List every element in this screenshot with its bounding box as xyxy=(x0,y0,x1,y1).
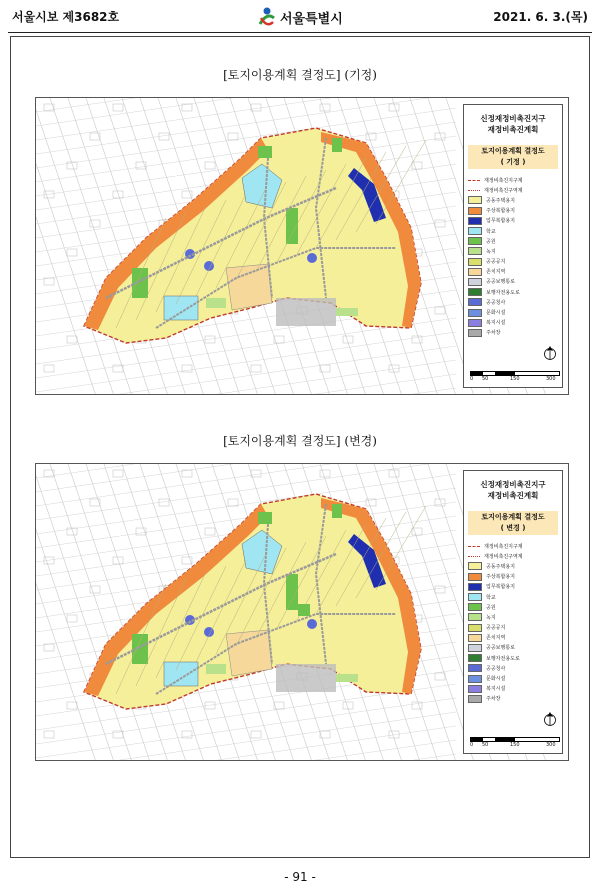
page-header xyxy=(0,0,600,40)
park-block xyxy=(332,138,342,152)
legend-item xyxy=(468,673,560,683)
map-legend xyxy=(463,470,563,754)
building-outline xyxy=(389,470,399,477)
legend-label: 보행자전용도로 xyxy=(486,289,520,296)
legend-swatch xyxy=(468,664,482,672)
retained-area xyxy=(226,264,272,310)
seoul-emblem-icon xyxy=(258,6,276,28)
legend-label: 주상복합용지 xyxy=(486,208,515,215)
green-strip xyxy=(336,308,358,316)
legend-swatch xyxy=(468,288,482,296)
legend-item xyxy=(468,561,560,571)
building-outline xyxy=(320,470,330,477)
seoul-logo xyxy=(258,4,343,30)
legend-item xyxy=(468,297,560,307)
legend-item xyxy=(468,257,560,267)
parking-area xyxy=(276,298,336,326)
scale-label: 50 xyxy=(482,376,489,382)
scale-bar xyxy=(470,737,560,753)
legend-label: 공공공지 xyxy=(486,259,506,266)
legend-title: 토지이용계획 결정도 ( 기정 ) xyxy=(468,145,558,169)
building-outline xyxy=(67,249,77,256)
plan-title: 신정재정비촉진지구 재정비촉진계획 xyxy=(480,114,546,134)
street-line xyxy=(36,98,96,395)
building-outline xyxy=(113,557,123,564)
legend-swatch xyxy=(468,190,480,191)
street-line xyxy=(36,98,456,140)
legend-list xyxy=(468,175,560,338)
legend-swatch xyxy=(468,573,482,581)
street-line xyxy=(36,464,456,492)
legend-label: 존치지역 xyxy=(486,635,506,642)
street-line xyxy=(36,754,456,761)
legend-swatch xyxy=(468,613,482,621)
legend-item xyxy=(468,287,560,297)
legend-label: 재정비촉진지구계 xyxy=(484,177,523,184)
school-site xyxy=(164,296,198,320)
building-outline xyxy=(320,104,330,111)
street-line xyxy=(36,374,456,395)
legend-swatch xyxy=(468,180,480,181)
legend-label: 공공청사 xyxy=(486,665,506,672)
legend-label: 업무복합용지 xyxy=(486,584,515,591)
legend-item xyxy=(468,195,560,205)
legend-label: 주차장 xyxy=(486,696,501,703)
building-outline xyxy=(435,673,445,680)
building-outline xyxy=(412,528,422,535)
legend-item xyxy=(468,267,560,277)
legend-swatch xyxy=(468,644,482,652)
legend-item xyxy=(468,663,560,673)
legend-item xyxy=(468,592,560,602)
legend-label: 복지시설 xyxy=(486,686,506,693)
park-block xyxy=(258,146,272,158)
street-line xyxy=(36,740,456,761)
green-strip xyxy=(206,298,226,308)
street-line xyxy=(36,388,456,395)
legend-title: 토지이용계획 결정도 ( 변경 ) xyxy=(468,511,558,535)
legend-item xyxy=(468,612,560,622)
legend-swatch xyxy=(468,675,482,683)
building-outline xyxy=(113,470,123,477)
legend-swatch xyxy=(468,634,482,642)
scale-label: 300 xyxy=(546,742,556,748)
park-block xyxy=(332,504,342,518)
legend-label: 주차장 xyxy=(486,330,501,337)
legend-item xyxy=(468,246,560,256)
legend-label: 재정비촉진지구계 xyxy=(484,543,523,550)
legend-label: 공원 xyxy=(486,604,496,611)
school-site xyxy=(164,662,198,686)
building-outline xyxy=(228,499,238,506)
legend-swatch xyxy=(468,237,482,245)
green-strip xyxy=(336,674,358,682)
legend-label: 공공보행통로 xyxy=(486,645,515,652)
land-use-map-after xyxy=(35,463,569,761)
legend-swatch xyxy=(468,258,482,266)
scale-label: 0 xyxy=(470,376,474,382)
park-block xyxy=(298,604,310,616)
park-block xyxy=(258,512,272,524)
legend-item xyxy=(468,551,560,561)
legend-label: 학교 xyxy=(486,594,496,601)
building-outline xyxy=(67,336,77,343)
legend-label: 공공보행통로 xyxy=(486,279,515,286)
building-outline xyxy=(44,278,54,285)
building-outline xyxy=(389,104,399,111)
building-outline xyxy=(44,365,54,372)
legend-label: 학교 xyxy=(486,228,496,235)
legend-label: 문화시설 xyxy=(486,310,506,317)
building-outline xyxy=(274,702,284,709)
legend-list xyxy=(468,541,560,704)
legend-swatch xyxy=(468,654,482,662)
north-arrow-icon xyxy=(544,711,556,727)
building-outline xyxy=(90,499,100,506)
legend-label: 보행자전용도로 xyxy=(486,655,520,662)
legend-label: 복지시설 xyxy=(486,320,506,327)
land-use-map-before xyxy=(35,97,569,395)
legend-swatch xyxy=(468,685,482,693)
legend-item xyxy=(468,175,560,185)
north-arrow-icon xyxy=(544,345,556,361)
legend-item xyxy=(468,236,560,246)
legend-label: 주상복합용지 xyxy=(486,574,515,581)
legend-label: 녹지 xyxy=(486,248,496,255)
parking-area xyxy=(276,664,336,692)
building-outline xyxy=(67,702,77,709)
legend-swatch xyxy=(468,562,482,570)
legend-item xyxy=(468,328,560,338)
legend-item xyxy=(468,206,560,216)
building-outline xyxy=(435,220,445,227)
legend-swatch xyxy=(468,217,482,225)
scale-label: 150 xyxy=(510,376,520,382)
legend-swatch xyxy=(468,268,482,276)
street-line xyxy=(36,464,456,506)
building-outline xyxy=(435,307,445,314)
building-outline xyxy=(113,104,123,111)
legend-swatch xyxy=(468,593,482,601)
retained-area xyxy=(226,630,272,676)
legend-label: 공동주택용지 xyxy=(486,197,515,204)
map-caption-after: [토지이용계획 결정도] (변경) xyxy=(223,434,377,448)
building-outline xyxy=(274,336,284,343)
scale-label: 0 xyxy=(470,742,474,748)
building-outline xyxy=(251,470,261,477)
legend-swatch xyxy=(468,309,482,317)
legend-item xyxy=(468,582,560,592)
building-outline xyxy=(251,365,261,372)
legend-swatch xyxy=(468,603,482,611)
map-caption-before: [토지이용계획 결정도] (기정) xyxy=(223,68,377,82)
legend-label: 공공청사 xyxy=(486,299,506,306)
legend-label: 녹지 xyxy=(486,614,496,621)
legend-label: 업무복합용지 xyxy=(486,218,515,225)
legend-label: 존치지역 xyxy=(486,269,506,276)
building-outline xyxy=(44,644,54,651)
legend-item xyxy=(468,653,560,663)
scale-label: 150 xyxy=(510,742,520,748)
legend-item xyxy=(468,623,560,633)
legend-item xyxy=(468,633,560,643)
legend-swatch xyxy=(468,278,482,286)
legend-swatch xyxy=(468,624,482,632)
public-office-marker xyxy=(307,253,317,263)
legend-swatch xyxy=(468,207,482,215)
legend-label: 재정비촉진구역계 xyxy=(484,187,523,194)
street-line xyxy=(36,712,456,761)
building-outline xyxy=(435,586,445,593)
building-outline xyxy=(44,731,54,738)
legend-label: 공공공지 xyxy=(486,625,506,632)
street-line xyxy=(36,346,456,395)
legend-swatch xyxy=(468,695,482,703)
legend-item xyxy=(468,216,560,226)
page-number: - 91 - xyxy=(284,870,316,884)
street-line xyxy=(36,464,96,761)
issue-date: 2021. 6. 3.(목) xyxy=(493,10,588,24)
legend-swatch xyxy=(468,319,482,327)
legend-swatch xyxy=(468,556,480,557)
map-legend xyxy=(463,104,563,388)
legend-item xyxy=(468,684,560,694)
building-outline xyxy=(159,499,169,506)
scale-label: 300 xyxy=(546,376,556,382)
legend-swatch xyxy=(468,546,480,547)
building-outline xyxy=(251,731,261,738)
building-outline xyxy=(228,133,238,140)
legend-item xyxy=(468,185,560,195)
building-outline xyxy=(67,615,77,622)
legend-swatch xyxy=(468,298,482,306)
legend-label: 공동주택용지 xyxy=(486,563,515,570)
legend-swatch xyxy=(468,247,482,255)
building-outline xyxy=(251,104,261,111)
legend-item xyxy=(468,643,560,653)
green-strip xyxy=(206,664,226,674)
scale-bar xyxy=(470,371,560,387)
issue-number: 서울시보 제3682호 xyxy=(12,10,120,24)
building-outline xyxy=(90,133,100,140)
street-line xyxy=(50,98,150,395)
building-outline xyxy=(159,133,169,140)
legend-item xyxy=(468,602,560,612)
legend-label: 재정비촉진구역계 xyxy=(484,553,523,560)
legend-item xyxy=(468,277,560,287)
legend-item xyxy=(468,318,560,328)
legend-swatch xyxy=(468,227,482,235)
legend-item xyxy=(468,572,560,582)
legend-item xyxy=(468,541,560,551)
legend-label: 공원 xyxy=(486,238,496,245)
logo-text: 서울특별시 xyxy=(280,11,343,27)
legend-item xyxy=(468,226,560,236)
building-outline xyxy=(113,191,123,198)
building-outline xyxy=(205,162,215,169)
legend-item xyxy=(468,307,560,317)
scale-label: 50 xyxy=(482,742,489,748)
building-outline xyxy=(412,162,422,169)
plan-title: 신정재정비촉진지구 재정비촉진계획 xyxy=(480,480,546,500)
header-rule xyxy=(8,32,592,33)
public-office-marker xyxy=(307,619,317,629)
legend-item xyxy=(468,694,560,704)
legend-swatch xyxy=(468,196,482,204)
legend-swatch xyxy=(468,583,482,591)
street-line xyxy=(36,98,456,126)
building-outline xyxy=(205,528,215,535)
legend-swatch xyxy=(468,329,482,337)
legend-label: 문화시설 xyxy=(486,676,506,683)
street-line xyxy=(50,464,150,761)
